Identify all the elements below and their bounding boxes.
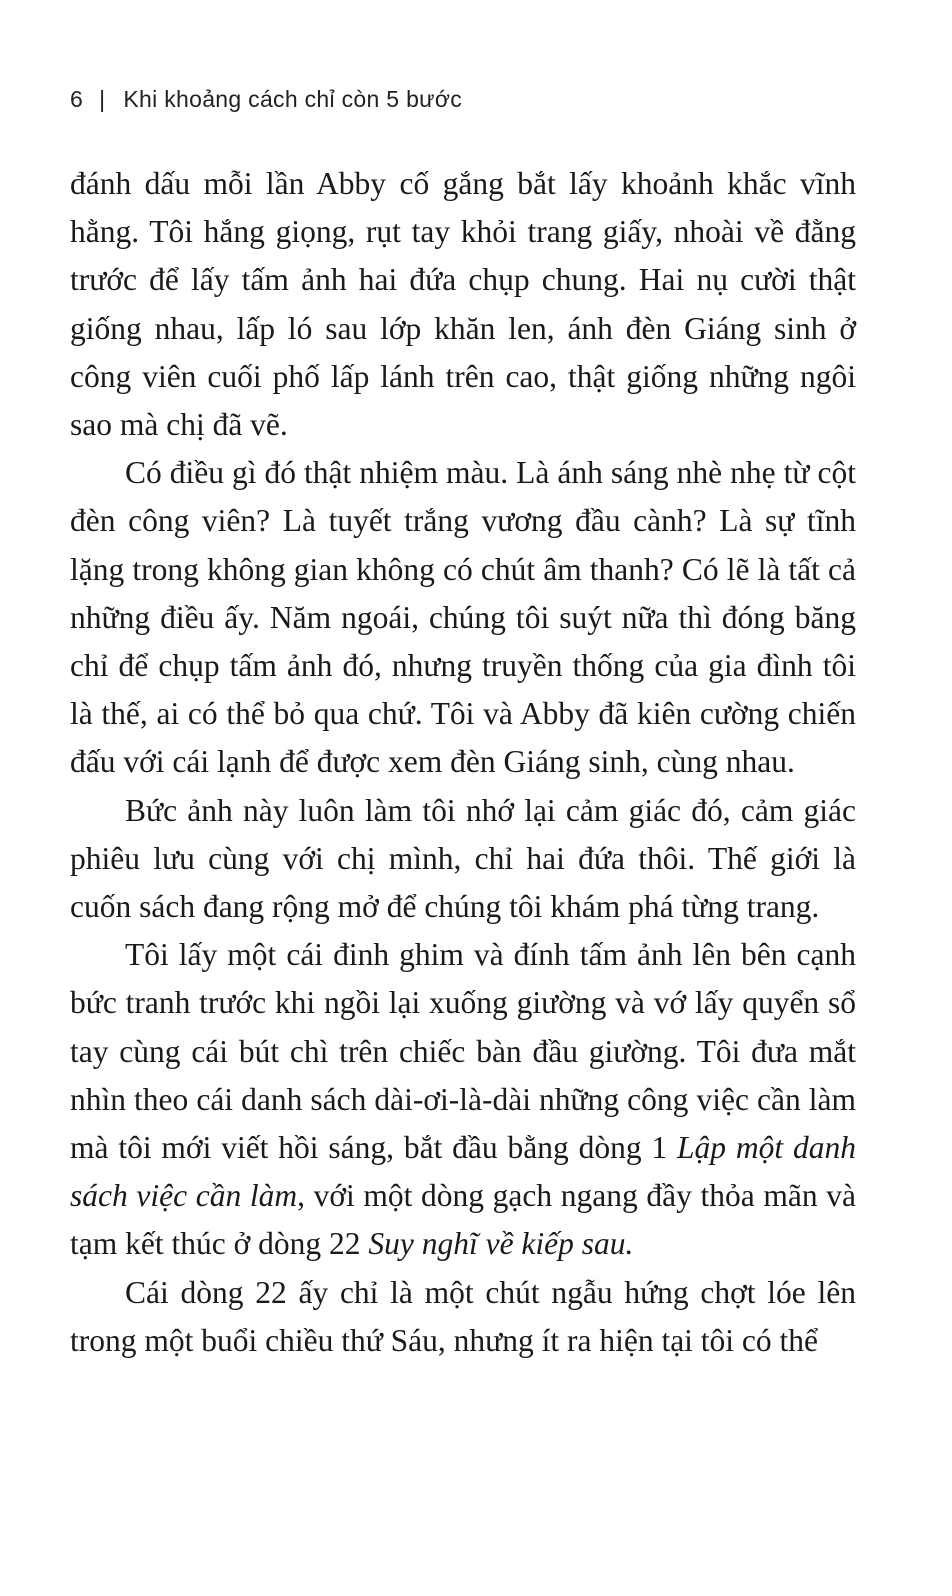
body-text: [70, 160, 856, 1365]
header-separator: |: [99, 86, 106, 112]
book-title: Khi khoảng cách chỉ còn 5 bước: [123, 86, 463, 112]
paragraph-5: Cái dòng 22 ấy chỉ là một chút ngẫu hứng chợt lóe lên trong một buổi chiều thứ Sáu, nhưng ít ra hiện tại tôi có thể: [70, 1274, 856, 1358]
paragraph-3: Bức ảnh này luôn làm tôi nhớ lại cảm giác đó, cảm giác phiêu lưu cùng với chị mình, chỉ hai đứa thôi. Thế giới là cuốn sách đang rộng mở để chúng tôi khám phá từng trang.: [70, 792, 856, 925]
running-header: [70, 86, 462, 113]
paragraph-4: [70, 931, 856, 1268]
paragraph-2: Có điều gì đó thật nhiệm màu. Là ánh sáng nhè nhẹ từ cột đèn công viên? Là tuyết trắng vương đầu cành? Là sự tĩnh lặng trong không gian không có chút âm thanh? Có lẽ là tất cả những điều ấy. Năm ngoái, chúng tôi suýt nữa thì đóng băng chỉ để chụp tấm ảnh đó, nhưng truyền thống của gia đình tôi là thế, ai có thể bỏ qua chứ. Tôi và Abby đã kiên cường chiến đấu với cái lạnh để được xem đèn Giáng sinh, cùng nhau.: [70, 455, 856, 780]
paragraph-4-text-a: Tôi lấy một cái đinh ghim và đính tấm ảnh lên bên cạnh bức tranh trước khi ngồi lại xuống giường và vớ lấy quyển sổ tay cùng cái bút chì trên chiếc bàn đầu giường. Tôi đưa mắt nhìn theo cái danh sách dài-ơi-là-dài những công việc cần làm mà tôi mới viết hồi sáng, bắt đầu bằng dòng 1: [70, 937, 856, 1166]
italic-list-item-1: Lập một danh sách việc cần làm: [70, 1130, 856, 1214]
page-number: 6: [70, 86, 84, 112]
italic-list-item-22: Suy nghĩ về kiếp sau.: [368, 1226, 634, 1262]
paragraph-1: đánh dấu mỗi lần Abby cố gắng bắt lấy khoảnh khắc vĩnh hằng. Tôi hắng giọng, rụt tay khỏi trang giấy, nhoài về đằng trước để lấy tấm ảnh hai đứa chụp chung. Hai nụ cười thật giống nhau, lấp ló sau lớp khăn len, ánh đèn Giáng sinh ở công viên cuối phố lấp lánh trên cao, thật giống những ngôi sao mà chị đã vẽ.: [70, 166, 856, 443]
paragraph-4-text-b: , với một dòng gạch ngang đầy thỏa mãn và tạm kết thúc ở dòng 22: [70, 1178, 856, 1262]
